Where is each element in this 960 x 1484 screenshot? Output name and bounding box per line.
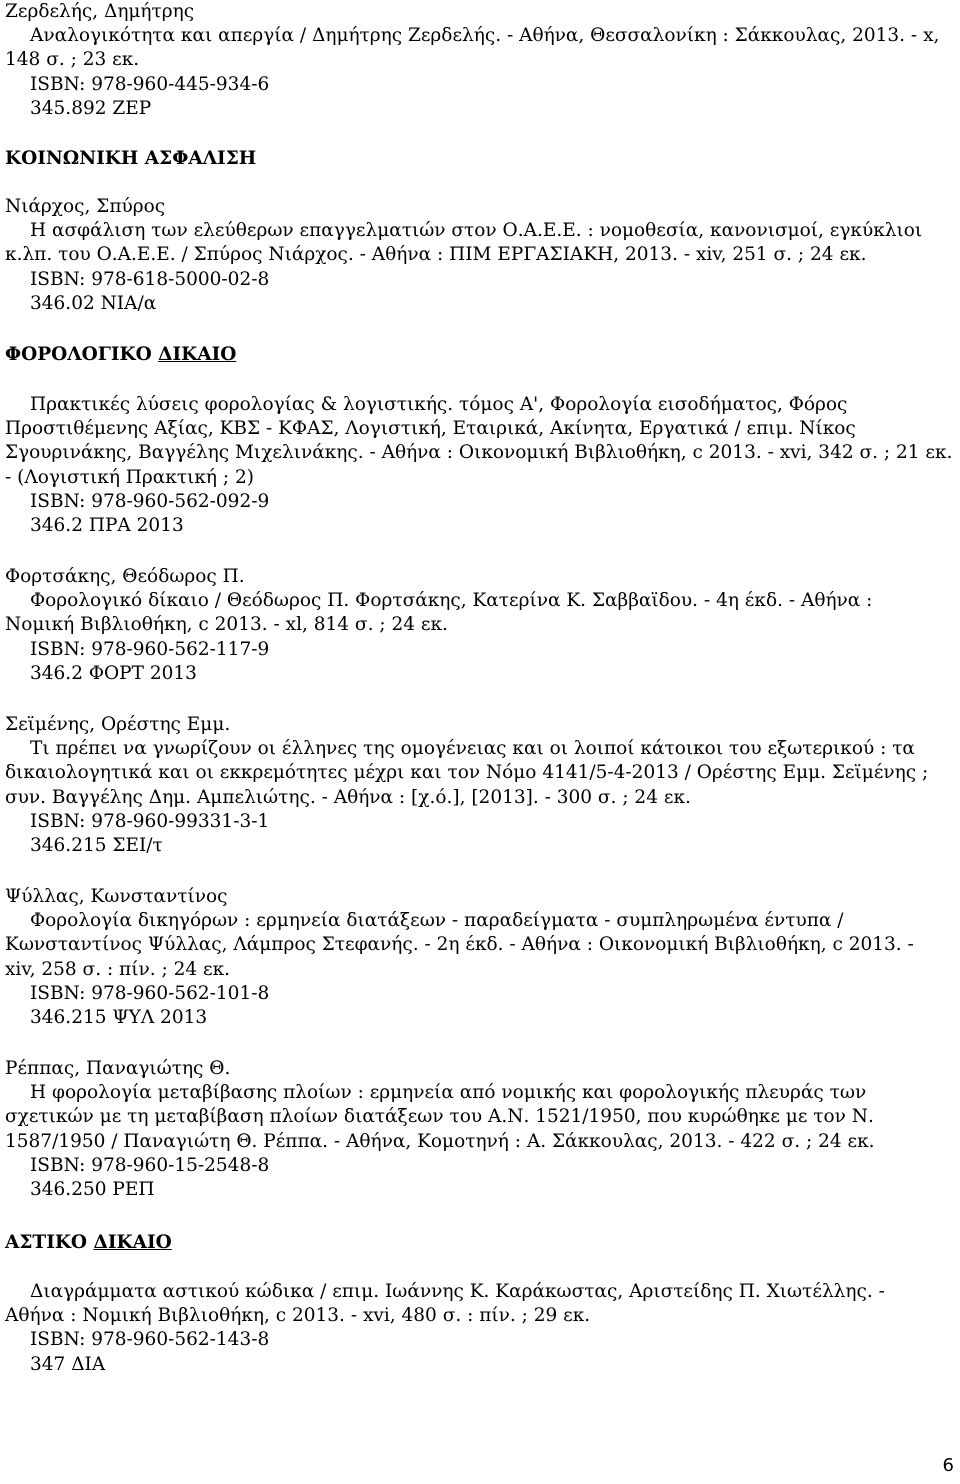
entry-author: Φορτσάκης, Θεόδωρος Π. — [5, 566, 245, 587]
entry-description-line: Φορολογικό δίκαιο / Θεόδωρος Π. Φορτσάκης, Κατερίνα Κ. Σαββαϊδου. - 4η έκδ. - Αθήνα : — [30, 590, 873, 612]
entry-description-line: Αναλογικότητα και απεργία / Δημήτρης Ζερδελής. - Αθήνα, Θεσσαλονίκη : Σάκκουλας, 2013. - x, — [30, 25, 940, 47]
entry-isbn: ISBN: 978-960-562-143-8 — [30, 1329, 270, 1351]
entry-description-line: 1587/1950 / Παναγιώτη Θ. Ρέππα. - Αθήνα, Κομοτηνή : Α. Σάκκουλας, 2013. - 422 σ. ; 24 εκ. — [5, 1130, 875, 1152]
entry-call-number: 346.02 ΝΙΑ/α — [30, 292, 157, 314]
entry-description-line: Η ασφάλιση των ελεύθερων επαγγελματιών στον Ο.Α.Ε.Ε. : νομοθεσία, κανονισμοί, εγκύκλιοι — [30, 220, 923, 242]
entry-author: Σεϊμένης, Ορέστης Εμμ. — [5, 714, 231, 735]
entry-description-line: Η φορολογία μεταβίβασης πλοίων : ερμηνεία από νομικής και φορολογικής πλευράς των — [30, 1082, 867, 1104]
entry-isbn: ISBN: 978-960-562-117-9 — [30, 638, 270, 660]
entry-call-number: 346.250 ΡΕΠ — [30, 1179, 155, 1201]
heading-text: ΑΣΤΙΚΟ — [5, 1232, 94, 1253]
heading-text-underlined: ΔΙΚΑΙΟ — [93, 1232, 172, 1253]
entry-isbn: ISBN: 978-960-99331-3-1 — [30, 810, 270, 832]
entry-description-line: Πρακτικές λύσεις φορολογίας & λογιστικής. τόμος Α', Φορολογία εισοδήματος, Φόρος — [30, 394, 848, 415]
bibliographic-entry — [5, 195, 950, 316]
entry-description-line: Σγουρινάκης, Βαγγέλης Μιχελινάκης. - Αθήνα : Οικονομική Βιβλιοθήκη, c 2013. - xvi, 342 σ. ; 21 εκ. — [5, 442, 953, 464]
section-heading-civil-law — [5, 1231, 950, 1255]
bibliographic-entry — [5, 393, 953, 538]
entry-description-line: 148 σ. ; 23 εκ. — [5, 49, 140, 71]
entry-isbn: ISBN: 978-960-15-2548-8 — [30, 1154, 270, 1176]
entry-description-line: Νομική Βιβλιοθήκη, c 2013. - xl, 814 σ. ; 24 εκ. — [5, 614, 448, 636]
entry-description-line: Κωνσταντίνος Ψύλλας, Λάμπρος Στεφανής. - 2η έκδ. - Αθήνα : Οικονομική Βιβλιοθήκη, c 2013. - — [5, 934, 914, 956]
bibliographic-entry — [5, 1057, 950, 1202]
section-heading-tax-law — [5, 343, 950, 367]
entry-description-line: - (Λογιστική Πρακτική ; 2) — [5, 466, 254, 488]
entry-description-line: Τι πρέπει να γνωρίζουν οι έλληνες της ομογένειας και οι λοιποί κάτοικοι του εξωτερικού : τα — [30, 738, 915, 760]
bibliographic-entry — [5, 0, 950, 121]
entry-description-line: συν. Βαγγέλης Δημ. Αμπελιώτης. - Αθήνα : [χ.ό.], [2013]. - 300 σ. ; 24 εκ. — [5, 786, 691, 808]
entry-call-number: 345.892 ΖΕΡ — [30, 97, 152, 119]
entry-isbn: ISBN: 978-960-445-934-6 — [30, 73, 270, 95]
entry-call-number: 346.2 ΦΟΡΤ 2013 — [30, 662, 197, 684]
bibliographic-entry — [5, 1280, 950, 1377]
entry-isbn: ISBN: 978-618-5000-02-8 — [30, 268, 270, 290]
heading-text-underlined: ΔΙΚΑΙΟ — [158, 344, 237, 365]
entry-call-number: 346.2 ΠΡΑ 2013 — [30, 515, 184, 537]
entry-isbn: ISBN: 978-960-562-101-8 — [30, 982, 270, 1004]
bibliographic-entry — [5, 713, 950, 858]
section-heading-social-insurance: ΚΟΙΝΩΝΙΚΗ ΑΣΦΑΛΙΣΗ — [5, 148, 257, 169]
entry-description-line: xiv, 258 σ. : πίν. ; 24 εκ. — [5, 958, 231, 980]
entry-call-number: 346.215 ΨΥΛ 2013 — [30, 1007, 208, 1029]
entry-author: Ψύλλας, Κωνσταντίνος — [5, 886, 228, 907]
entry-description-line: Προστιθέμενης Αξίας, ΚΒΣ - ΚΦΑΣ, Λογιστική, Εταιρικά, Ακίνητα, Εργατικά / επιμ. Νίκος — [5, 418, 856, 440]
page-number: 6 — [942, 1455, 954, 1476]
entry-description-line: κ.λπ. του Ο.Α.Ε.Ε. / Σπύρος Νιάρχος. - Αθήνα : ΠΙΜ ΕΡΓΑΣΙΑΚΗ, 2013. - xiv, 251 σ. ; 24 εκ. — [5, 244, 867, 266]
bibliographic-entry — [5, 885, 950, 1030]
entry-call-number: 347 ΔΙΑ — [30, 1353, 106, 1375]
heading-text: ΦΟΡΟΛΟΓΙΚΟ — [5, 344, 159, 365]
bibliographic-entry — [5, 565, 950, 686]
entry-author: Νιάρχος, Σπύρος — [5, 196, 166, 217]
entry-description-line: Αθήνα : Νομική Βιβλιοθήκη, c 2013. - xvi, 480 σ. : πίν. ; 29 εκ. — [5, 1305, 591, 1327]
entry-isbn: ISBN: 978-960-562-092-9 — [30, 490, 270, 512]
entry-description-line: Διαγράμματα αστικού κώδικα / επιμ. Ιωάννης Κ. Καράκωστας, Αριστείδης Π. Χιωτέλλης. - — [30, 1281, 885, 1302]
entry-description-line: Φορολογία δικηγόρων : ερμηνεία διατάξεων - παραδείγματα - συμπληρωμένα έντυπα / — [30, 910, 844, 932]
entry-author: Ρέππας, Παναγιώτης Θ. — [5, 1058, 231, 1079]
entry-description-line: σχετικών με τη μεταβίβαση πλοίων διατάξεων του Α.Ν. 1521/1950, που κυρώθηκε με τον Ν. — [5, 1106, 874, 1128]
entry-author: Ζερδελής, Δημήτρης — [5, 1, 195, 22]
entry-call-number: 346.215 ΣΕΙ/τ — [30, 835, 163, 857]
entry-description-line: δικαιολογητικά και οι εκκρεμότητες μέχρι και τον Νόμο 4141/5-4-2013 / Ορέστης Εμμ. Σεϊμένης ; — [5, 762, 929, 784]
